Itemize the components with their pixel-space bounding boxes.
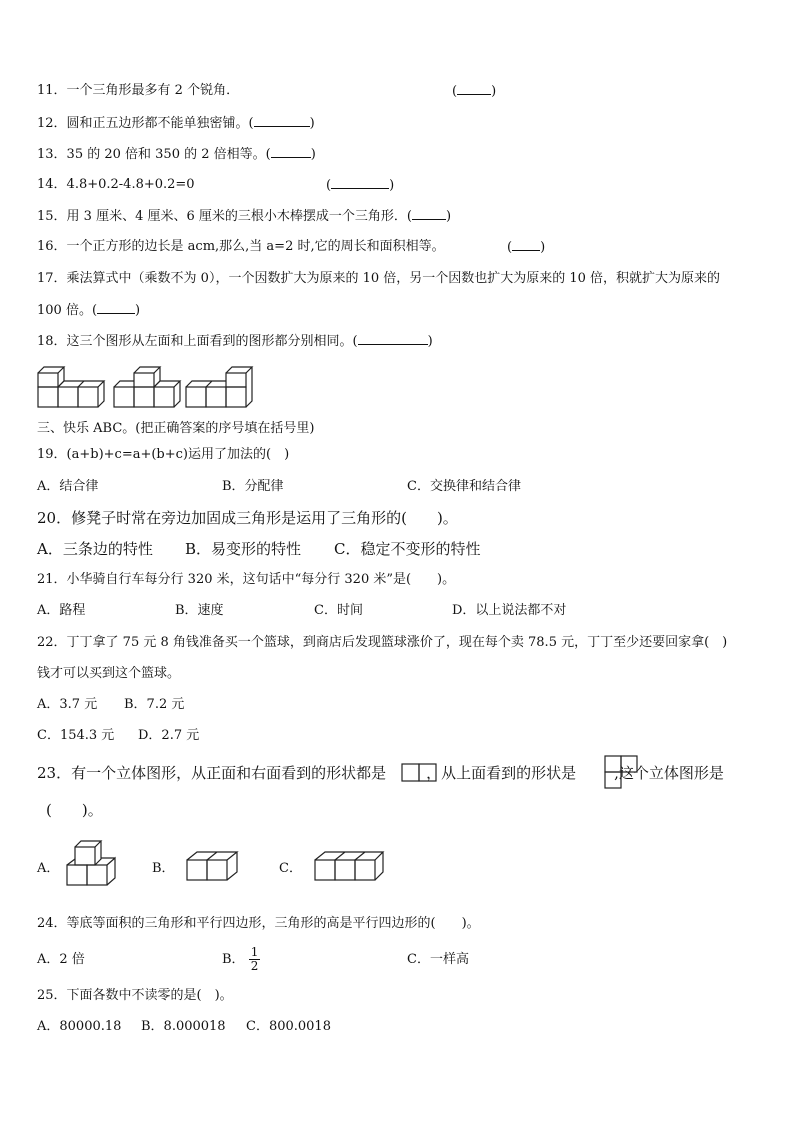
question-11 [37,82,239,100]
q23-option-c[interactable]: C． [279,861,302,876]
answer-blank-15[interactable] [412,207,446,220]
answer-blank-14[interactable]: ( ) [326,178,395,193]
question-22-line1: 22．丁丁拿了 75 元 8 角钱准备买一个篮球，到商店后发现篮球涨价了，现在每个卖 78.5 元，丁丁至少还要回家拿( ) [37,635,728,650]
question-13: 13．35 的 20 倍和 350 的 2 倍相等。( ) [37,147,316,162]
question-17-line2: 100 倍。( ) [37,303,141,318]
q19-option-c[interactable]: C．交换律和结合律 [407,479,521,494]
q21-option-d[interactable]: D．以上说法都不对 [452,603,567,618]
q18-cube-figure-2 [114,365,180,411]
one-half-fraction: $\frac{1}{2}$ [250,945,259,973]
question-23-line2: ( )。 [46,801,103,819]
question-19: 19．(a+b)+c=a+(b+c)运用了加法的( ) [37,447,290,462]
question-16: 16．一个正方形的边长是 acm,那么,当 a=2 时,它的周长和面积相等。 [37,239,445,254]
q25-option-a[interactable]: A．80000.18 [37,1019,122,1034]
question-20: 20．修凳子时常在旁边加固成三角形是运用了三角形的( )。 [37,509,458,527]
q23-option-a[interactable]: A． [37,861,60,876]
q21-option-b[interactable]: B．速度 [175,603,224,618]
question-25: 25．下面各数中不读零的是( )。 [37,988,233,1003]
front-view-icon [401,763,439,783]
q20-option-c[interactable]: C．稳定不变形的特性 [334,540,481,558]
answer-blank-18[interactable] [358,332,428,345]
q23-figure-b [187,852,239,884]
q24-option-b[interactable]: B． $\frac{1}{2}$ [222,945,259,973]
question-18: 18．这三个图形从左面和上面看到的图形都分别相同。( ) [37,334,433,349]
answer-blank-17[interactable] [97,301,135,314]
top-view-icon [604,755,640,791]
q24-option-c[interactable]: C．一样高 [407,952,469,967]
question-15: 15．用 3 厘米、4 厘米、6 厘米的三根小木棒摆成一个三角形．( ) [37,209,452,224]
answer-blank-13[interactable] [271,145,311,158]
question-17-line1: 17．乘法算式中（乘数不为 0），一个因数扩大为原来的 10 倍，另一个因数也扩大为原来的 10 倍，积就扩大为原来的 [37,271,721,286]
q25-option-c[interactable]: C．800.0018 [246,1019,331,1034]
section-3-heading: 三、快乐 ABC。(把正确答案的序号填在括号里) [37,421,315,436]
q18-cube-figure-3 [186,365,252,411]
answer-blank-16[interactable]: ( ) [507,240,546,255]
question-11-text: 11．一个三角形最多有 2 个锐角． [37,83,240,98]
answer-blank-11[interactable]: ( ) [452,84,497,99]
q22-option-b[interactable]: B．7.2 元 [124,697,185,712]
q23-figure-a [67,841,119,889]
q21-option-a[interactable]: A．路程 [37,603,86,618]
answer-blank-12[interactable] [254,114,310,127]
question-14: 14．4.8+0.2-4.8+0.2=0 [37,177,195,192]
q22-option-a[interactable]: A．3.7 元 [37,697,98,712]
q19-option-a[interactable]: A．结合律 [37,479,99,494]
q18-cube-figure-1 [38,365,104,411]
question-21: 21．小华骑自行车每分行 320 米，这句话中“每分行 320 米”是( )。 [37,572,456,587]
question-12: 12．圆和正五边形都不能单独密铺。( ) [37,116,315,131]
q19-option-b[interactable]: B．分配律 [222,479,284,494]
question-23: 23．有一个立体图形，从正面和右面看到的形状都是 ，从上面看到的形状是 ,这个立体图形是 [37,764,724,782]
q23-figure-c [315,852,385,884]
question-24: 24．等底等面积的三角形和平行四边形，三角形的高是平行四边形的( )。 [37,916,480,931]
q25-option-b[interactable]: B．8.000018 [141,1019,226,1034]
q22-option-c[interactable]: C．154.3 元 [37,728,115,743]
question-22-line2: 钱才可以买到这个篮球。 [37,666,181,681]
q20-option-b[interactable]: B．易变形的特性 [185,540,302,558]
q22-option-d[interactable]: D．2.7 元 [138,728,200,743]
q21-option-c[interactable]: C．时间 [314,603,363,618]
q24-option-a[interactable]: A．2 倍 [37,952,85,967]
q23-option-b[interactable]: B． [152,861,175,876]
q20-option-a[interactable]: A．三条边的特性 [37,540,153,558]
